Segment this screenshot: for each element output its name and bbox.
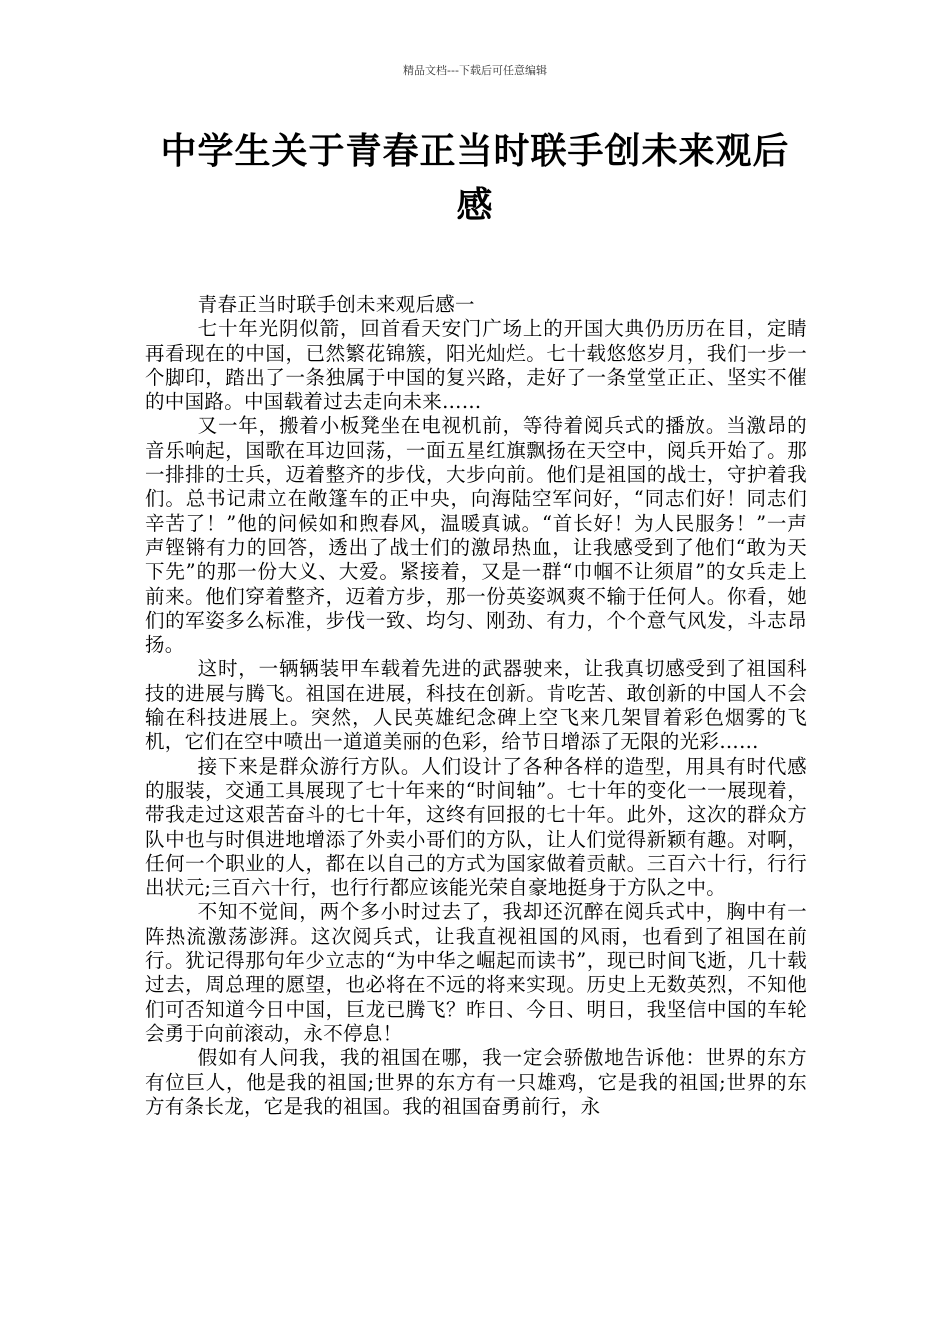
paragraph: 又一年，搬着小板凳坐在电视机前，等待着阅兵式的播放。当激昂的音乐响起，国歌在耳边回荡，一面五星红旗飘扬在天空中，阅兵开始了。那一排排的士兵，迈着整齐的步伐，大步向前。他们是祖国的战士，守护着我们。总书记肃立在敞篷车的正中央，向海陆空军问好，“同志们好！同志们辛苦了！”他的问候如和煦春风，温暖真诚。“首长好！为人民服务！”一声声铿锵有力的回答，透出了战士们的激昂热血，让我感受到了他们“敢为天下先”的那一份大义、大爱。紧接着，又是一群“巾帼不让须眉”的女兵走上前来。他们穿着整齐，迈着方步，那一份英姿飒爽不输于任何人。你看，她们的军姿多么标准，步伐一致、均匀、刚劲、有力，个个意气风发，斗志昂扬。 xyxy=(145,414,807,657)
paragraph: 七十年光阴似箭，回首看天安门广场上的开国大典仍历历在目，定睛再看现在的中国，已然繁花锦簇，阳光灿烂。七十载悠悠岁月，我们一步一个脚印，踏出了一条独属于中国的复兴路，走好了一条堂堂正正、坚实不催的中国路。中国载着过去走向未来…… xyxy=(145,317,807,414)
paragraph: 假如有人问我，我的祖国在哪，我一定会骄傲地告诉他：世界的东方有位巨人，他是我的祖国;世界的东方有一只雄鸡，它是我的祖国;世界的东方有条长龙，它是我的祖国。我的祖国奋勇前行，永 xyxy=(145,1046,807,1118)
section-heading: 青春正当时联手创未来观后感一 xyxy=(197,293,475,316)
paragraph: 不知不觉间，两个多小时过去了，我却还沉醉在阅兵式中，胸中有一阵热流激荡澎湃。这次阅兵式，让我直视祖国的风雨，也看到了祖国在前行。犹记得那句年少立志的“为中华之崛起而读书”，现已时间飞逝，几十载过去，周总理的愿望，也必将在不远的将来实现。历史上无数英烈，不知他们可否知道今日中国，巨龙已腾飞？昨日、今日、明日，我坚信中国的车轮会勇于向前滚动，永不停息！ xyxy=(145,900,807,1045)
paragraph: 接下来是群众游行方队。人们设计了各种各样的造型，用具有时代感的服装，交通工具展现了七十年来的“时间轴”。七十年的变化一一展现着，带我走过这艰苦奋斗的七十年，这终有回报的七十年。此外，这次的群众方队中也与时俱进地增添了外卖小哥们的方队，让人们觉得新颖有趣。对啊，任何一个职业的人，都在以自己的方式为国家做着贡献。三百六十行，行行出状元;三百六十行，也行行都应该能光荣自豪地挺身于方队之中。 xyxy=(145,754,807,900)
page-header-note: 精品文档---下载后可任意编辑 xyxy=(403,64,547,77)
document-body xyxy=(145,293,807,1119)
document-title: 中学生关于青春正当时联手创未来观后感 xyxy=(160,131,790,226)
paragraph: 这时，一辆辆装甲车载着先进的武器驶来，让我真切感受到了祖国科技的进展与腾飞。祖国在进展，科技在创新。肯吃苦、敢创新的中国人不会输在科技进展上。突然，人民英雄纪念碑上空飞来几架冒着彩色烟雾的飞机，它们在空中喷出一道道美丽的色彩，给节日增添了无限的光彩…… xyxy=(145,657,807,754)
